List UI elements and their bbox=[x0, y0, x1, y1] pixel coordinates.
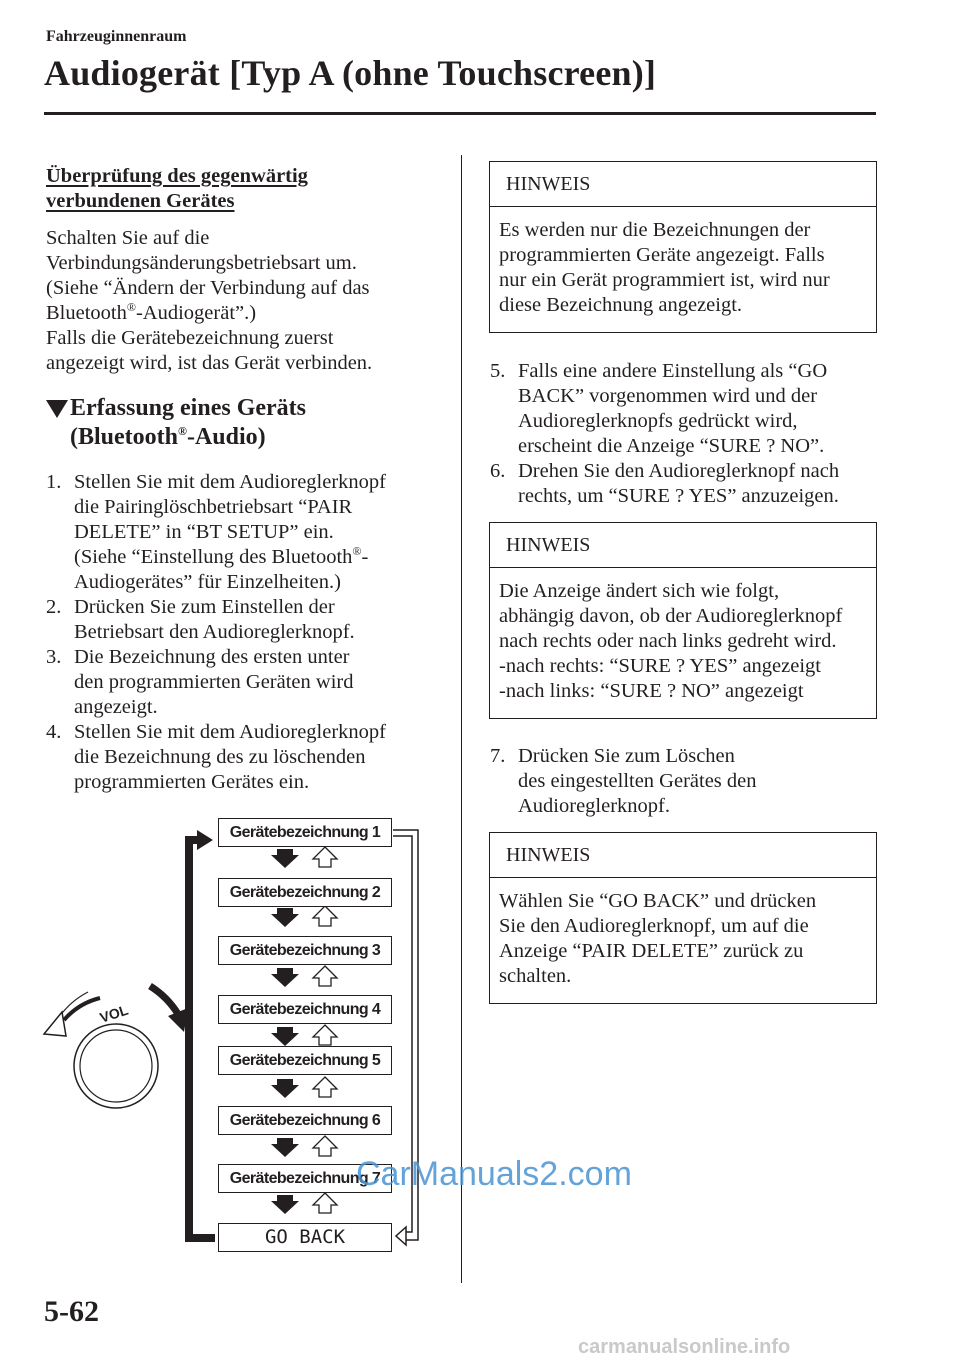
step-number: 7. bbox=[490, 745, 506, 767]
step-item bbox=[46, 470, 450, 595]
step-line: Drücken Sie zum Einstellen der bbox=[74, 596, 335, 618]
section-heading-erfassung bbox=[46, 394, 450, 452]
para-line: angezeigt wird, ist das Gerät verbinden. bbox=[46, 352, 373, 374]
note-line: nur ein Gerät programmiert ist, wird nur bbox=[499, 269, 830, 291]
down-arrow-icon bbox=[271, 968, 299, 987]
registered-mark: ® bbox=[178, 424, 187, 438]
step-line: Stellen Sie mit dem Audioreglerknopf bbox=[74, 721, 387, 743]
subheading-line-2: verbundenen Gerätes bbox=[46, 190, 235, 212]
step-line: (Siehe “Einstellung des Bluetooth bbox=[74, 546, 353, 568]
up-arrow-icon bbox=[313, 1077, 337, 1097]
step-line: Die Bezeichnung des ersten unter bbox=[74, 646, 350, 668]
triangle-bullet-icon bbox=[46, 400, 68, 418]
section-label: Fahrzeuginnenraum bbox=[46, 28, 187, 45]
note-box-3 bbox=[489, 832, 877, 1004]
up-arrow-icon bbox=[313, 966, 337, 986]
step-number: 3. bbox=[46, 646, 62, 668]
steps-list bbox=[490, 359, 890, 509]
section-heading-line-1: Erfassung eines Geräts bbox=[70, 395, 306, 421]
step-item bbox=[490, 744, 890, 819]
subheading-check-connected bbox=[46, 164, 450, 214]
para-line: Falls die Gerätebezeichnung zuerst bbox=[46, 327, 334, 349]
section-heading-part: -Audio) bbox=[186, 424, 266, 450]
para-line: (Siehe “Ändern der Verbindung auf das bbox=[46, 277, 370, 299]
note-line: Es werden nur die Bezeichnungen der bbox=[499, 219, 811, 241]
title-rule bbox=[44, 112, 876, 115]
down-arrow-icon bbox=[271, 908, 299, 927]
device-name-box-4: Gerätebezeichnung 4 bbox=[218, 995, 392, 1024]
step-number: 4. bbox=[46, 721, 62, 743]
steps-list-left bbox=[46, 470, 450, 795]
registered-mark: ® bbox=[352, 544, 362, 559]
step-number: 1. bbox=[46, 471, 62, 493]
down-arrow-icon bbox=[271, 1079, 299, 1098]
step-item bbox=[46, 595, 450, 645]
note-heading: HINWEIS bbox=[490, 523, 876, 568]
device-name-box-1: Gerätebezeichnung 1 bbox=[218, 818, 392, 847]
step-line: Audioreglerknopf. bbox=[518, 795, 670, 817]
step-line: des eingestellten Gerätes den bbox=[518, 770, 757, 792]
step-item bbox=[46, 645, 450, 720]
step-number: 5. bbox=[490, 360, 506, 382]
steps-list-right-1 bbox=[490, 359, 890, 509]
note-body bbox=[490, 207, 876, 332]
forward-bracket-line bbox=[189, 840, 215, 1238]
step-line: angezeigt. bbox=[74, 696, 158, 718]
note-heading: HINWEIS bbox=[490, 162, 876, 207]
note-line: -nach links: “SURE ? NO” angezeigt bbox=[499, 680, 804, 702]
note-box-2 bbox=[489, 522, 877, 719]
device-name-box-5: Gerätebezeichnung 5 bbox=[218, 1046, 392, 1075]
page-title: Audiogerät [Typ A (ohne Touchscreen)] bbox=[44, 53, 657, 93]
note-line: diese Bezeichnung angezeigt. bbox=[499, 294, 743, 316]
subheading-line-1: Überprüfung des gegenwärtig bbox=[46, 165, 308, 187]
step-line: erscheint die Anzeige “SURE ? NO”. bbox=[518, 435, 825, 457]
note-line: abhängig davon, ob der Audioreglerknopf bbox=[499, 605, 843, 627]
step-line: BACK” vorgenommen wird und der bbox=[518, 385, 818, 407]
down-arrow-icon bbox=[271, 1195, 299, 1214]
step-number: 6. bbox=[490, 460, 506, 482]
left-column bbox=[46, 164, 450, 795]
para-line bbox=[46, 301, 450, 326]
note-heading: HINWEIS bbox=[490, 833, 876, 878]
step-line: den programmierten Geräten wird bbox=[74, 671, 354, 693]
down-arrow-icon bbox=[271, 849, 299, 868]
up-arrow-icon bbox=[313, 847, 337, 867]
step-line: Stellen Sie mit dem Audioreglerknopf bbox=[74, 471, 387, 493]
step-line: DELETE” in “BT SETUP” ein. bbox=[74, 521, 334, 543]
step-line: Betriebsart den Audioreglerknopf. bbox=[74, 621, 355, 643]
registered-mark: ® bbox=[126, 300, 136, 315]
note-line: Wählen Sie “GO BACK” und drücken bbox=[499, 890, 817, 912]
device-name-box-3: Gerätebezeichnung 3 bbox=[218, 936, 392, 965]
step-line-suffix: - bbox=[361, 546, 369, 568]
section-heading-part: (Bluetooth bbox=[70, 424, 178, 450]
step-number: 2. bbox=[46, 596, 62, 618]
step-line: Audioreglerknopfs gedrückt wird, bbox=[518, 410, 798, 432]
steps-list bbox=[490, 744, 890, 819]
step-line: die Pairinglöschbetriebsart “PAIR bbox=[74, 496, 353, 518]
up-arrow-icon bbox=[313, 1025, 337, 1045]
device-name-box-7: Gerätebezeichnung 7 bbox=[218, 1164, 392, 1193]
note-line: schalten. bbox=[499, 965, 572, 987]
up-arrow-icon bbox=[313, 906, 337, 926]
step-line: die Bezeichnung des zu löschenden bbox=[74, 746, 366, 768]
bluetooth-word: Bluetooth bbox=[46, 302, 127, 324]
para-line: Verbindungsänderungsbetriebsart um. bbox=[46, 252, 357, 274]
step-line: rechts, um “SURE ? YES” anzuzeigen. bbox=[518, 485, 839, 507]
step-line: programmierten Gerätes ein. bbox=[74, 771, 310, 793]
note-line: programmierten Geräte angezeigt. Falls bbox=[499, 244, 825, 266]
note-line: -nach rechts: “SURE ? YES” angezeigt bbox=[499, 655, 821, 677]
return-arrow-icon bbox=[396, 1227, 406, 1245]
down-arrow-icon bbox=[271, 1138, 299, 1157]
step-item bbox=[46, 720, 450, 795]
steps-list-right-2 bbox=[490, 744, 890, 819]
bracket-arrow-icon bbox=[197, 830, 213, 850]
page-number: 5-62 bbox=[44, 1295, 99, 1328]
watermark: CarManuals2.com bbox=[356, 1155, 632, 1193]
note-line: Anzeige “PAIR DELETE” zurück zu bbox=[499, 940, 804, 962]
para-line-text: -Audiogerät”.) bbox=[135, 302, 257, 324]
device-name-box-2: Gerätebezeichnung 2 bbox=[218, 878, 392, 907]
step-line: Audiogerätes” für Einzelheiten.) bbox=[74, 571, 341, 593]
up-arrow-icon bbox=[313, 1136, 337, 1156]
down-arrow-icon bbox=[271, 1027, 299, 1046]
note-line: Sie den Audioreglerknopf, um auf die bbox=[499, 915, 809, 937]
footer-url: carmanualsonline.info bbox=[578, 1336, 791, 1358]
column-divider bbox=[461, 155, 462, 1283]
para-line: Schalten Sie auf die bbox=[46, 227, 210, 249]
section-heading-line-2 bbox=[70, 424, 266, 450]
note-body bbox=[490, 878, 876, 1003]
up-arrow-icon bbox=[313, 1193, 337, 1213]
go-back-box: GO BACK bbox=[218, 1223, 392, 1252]
note-body bbox=[490, 568, 876, 718]
device-name-box-6: Gerätebezeichnung 6 bbox=[218, 1106, 392, 1135]
vol-label: VOL bbox=[97, 1001, 131, 1026]
intro-paragraph bbox=[46, 226, 450, 376]
step-line: Drücken Sie zum Löschen bbox=[518, 745, 735, 767]
step-item bbox=[490, 459, 890, 509]
step-line: Falls eine andere Einstellung als “GO bbox=[518, 360, 828, 382]
step-item bbox=[490, 359, 890, 459]
note-line: nach rechts oder nach links gedreht wird. bbox=[499, 630, 837, 652]
note-box-1 bbox=[489, 161, 877, 333]
note-line: Die Anzeige ändert sich wie folgt, bbox=[499, 580, 780, 602]
step-line: Drehen Sie den Audioreglerknopf nach bbox=[518, 460, 840, 482]
